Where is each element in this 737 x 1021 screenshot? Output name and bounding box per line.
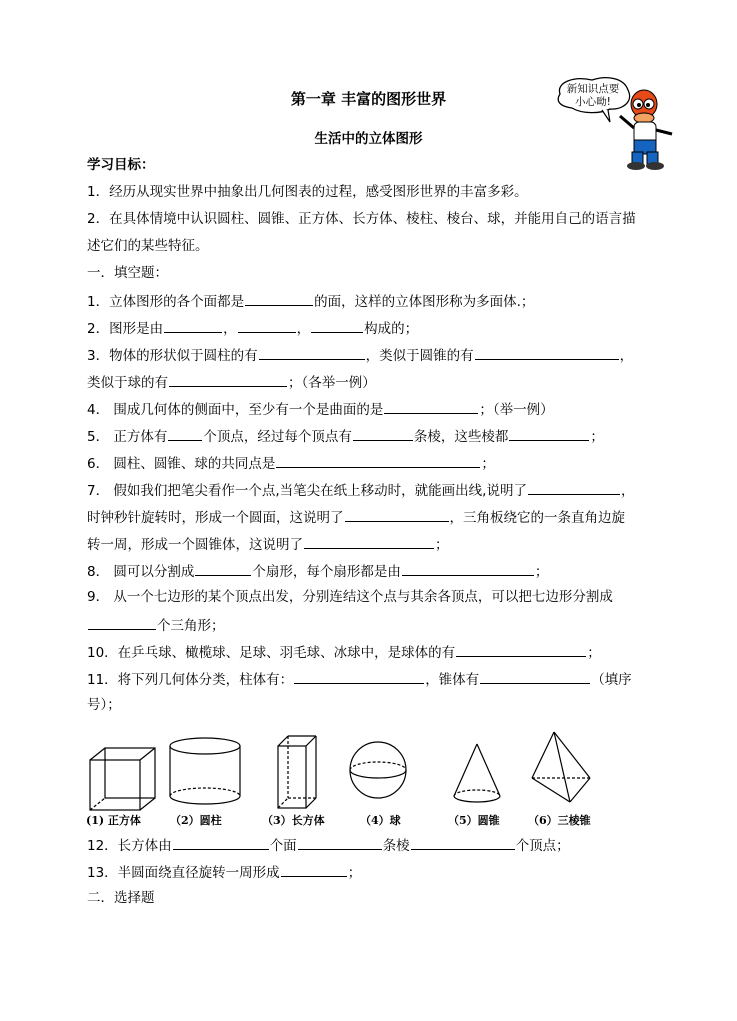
section1-heading: 一．填空题： (87, 265, 168, 281)
page-title: 第一章 丰富的图形世界 (290, 90, 447, 108)
bubble-text-1: 新知识点要 (566, 83, 620, 95)
answer-blank[interactable] (345, 507, 449, 522)
question-2: 2．图形是由 ， ， 构成的； (87, 318, 418, 338)
answer-blank[interactable] (411, 835, 515, 850)
cylinder-icon (170, 738, 240, 804)
question-6: 6． 圆柱、圆锥、球的共同点是 ； (87, 453, 495, 473)
answer-blank[interactable] (164, 318, 222, 333)
answer-blank[interactable] (298, 835, 382, 850)
question-4: 4． 围成几何体的侧面中，至少有一个是曲面的是 ；（举一例） (87, 399, 554, 419)
question-11-cont: 号）； (87, 697, 121, 713)
answer-blank[interactable] (259, 345, 365, 360)
shape-label-1: (1) 正方体 (86, 814, 141, 827)
question-1: 1．立体图形的各个面都是 的面，这样的立体图形称为多面体.； (87, 291, 534, 311)
section2-heading: 二．选择题 (87, 890, 155, 906)
answer-blank[interactable] (353, 426, 413, 441)
answer-blank[interactable] (238, 318, 296, 333)
question-3-cont: 类似于球的有 ；（各举一例） (87, 372, 376, 392)
answer-blank[interactable] (281, 862, 347, 877)
answer-blank[interactable] (509, 426, 589, 441)
answer-blank[interactable] (456, 642, 586, 657)
answer-blank[interactable] (169, 372, 287, 387)
cartoon-mascot-icon (552, 72, 682, 172)
objective-2a: 2．在具体情境中认识圆柱、圆锥、正方体、长方体、棱柱、棱台、球，并能用自己的语言描 (87, 211, 636, 227)
question-3: 3．物体的形状似于圆柱的有 ，类似于圆锥的有 ， (87, 345, 633, 365)
answer-blank[interactable] (384, 399, 478, 414)
bubble-text-2: 小心呦! (575, 96, 611, 108)
question-9: 9． 从一个七边形的某个顶点出发，分别连结这个点与其余各顶点，可以把七边形分割成 (87, 589, 613, 605)
question-5: 5． 正方体有 个顶点，经过每个顶点有 条棱，这些棱都 ； (87, 426, 604, 446)
question-13: 13．半圆面绕直径旋转一周形成 ； (87, 862, 361, 882)
answer-blank[interactable] (88, 615, 156, 630)
objectives-heading: 学习目标： (87, 157, 155, 173)
question-12: 12．长方体由 个面 条棱 个顶点； (87, 835, 570, 855)
answer-blank[interactable] (475, 345, 619, 360)
answer-blank[interactable] (480, 669, 590, 684)
answer-blank[interactable] (195, 561, 251, 576)
answer-blank[interactable] (173, 835, 269, 850)
shape-label-4: （4）球 (360, 814, 401, 827)
question-7-cont: 时钟秒针旋转时，形成一个圆面，这说明了 ，三角板绕它的一条直角边旋 (87, 507, 625, 527)
shape-label-3: （3）长方体 (262, 814, 325, 827)
answer-blank[interactable] (168, 426, 202, 441)
answer-blank[interactable] (528, 480, 620, 495)
answer-blank[interactable] (402, 561, 534, 576)
sphere-icon (350, 742, 406, 798)
question-8: 8． 圆可以分割成 个扇形，每个扇形都是由 ； (87, 561, 548, 581)
question-9-cont: 个三角形； (87, 615, 225, 635)
question-10: 10．在乒乓球、橄榄球、足球、羽毛球、冰球中，是球体的有 ； (87, 642, 601, 662)
objective-2b: 述它们的某些特征。 (87, 238, 209, 254)
page-subtitle: 生活中的立体图形 (314, 131, 423, 147)
pyramid-icon (532, 732, 590, 802)
answer-blank[interactable] (304, 534, 434, 549)
question-11: 11．将下列几何体分类，柱体有： ，锥体有 （填序 (87, 669, 632, 689)
question-7: 7． 假如我们把笔尖看作一个点,当笔尖在纸上移动时，就能画出线,说明了 ， (87, 480, 634, 500)
answer-blank[interactable] (276, 453, 480, 468)
cuboid-icon (278, 736, 316, 808)
cone-icon (454, 744, 500, 802)
shape-label-2: （2）圆柱 (170, 814, 222, 827)
geometric-solids-figure (80, 730, 640, 815)
answer-blank[interactable] (311, 318, 363, 333)
cube-icon (90, 748, 155, 810)
answer-blank[interactable] (294, 669, 424, 684)
question-7-cont2: 转一周，形成一个圆锥体，这说明了 ； (87, 534, 449, 554)
answer-blank[interactable] (245, 291, 313, 306)
objective-1: 1．经历从现实世界中抽象出几何图表的过程，感受图形世界的丰富多彩。 (87, 184, 528, 200)
shape-label-6: （6）三棱锥 (528, 814, 591, 827)
shape-label-5: （5）圆锥 (448, 814, 500, 827)
